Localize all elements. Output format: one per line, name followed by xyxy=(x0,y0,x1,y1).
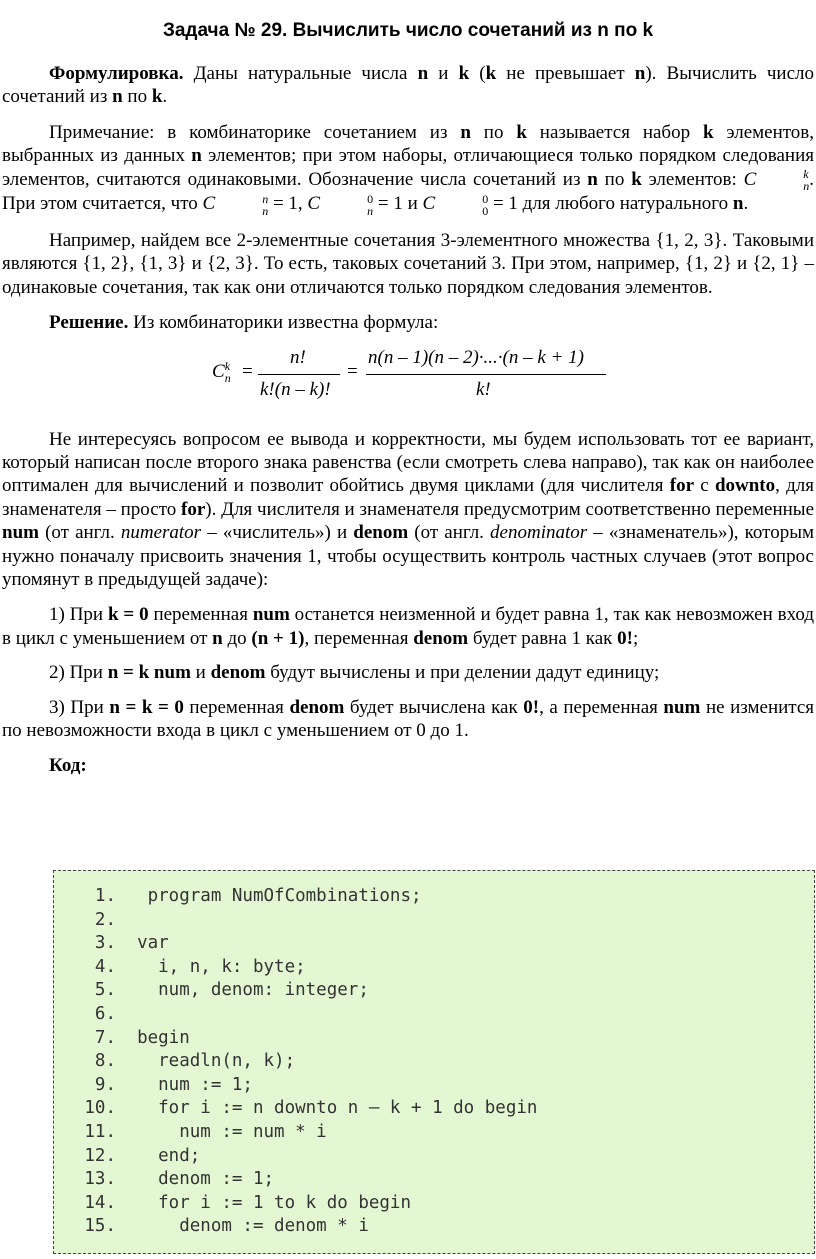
explanation-paragraph xyxy=(2,428,814,592)
subscript: n xyxy=(803,179,810,194)
code-text: i, n, k: byte; xyxy=(116,956,306,977)
page-title: Задача № 29. Вычислить число сочетаний из n по k xyxy=(162,20,654,41)
text: . xyxy=(162,86,168,108)
example-paragraph: Например, найдем все 2-элементные сочетания 3-элементного множества {1, 2, 3}. Таковыми являются {1, 2}, {1, 3} и {2, 3}. То есть, таковых сочетаний 3. При этом, например, {1, 2} и {2, 1} – одинаковые сочетания, так как они отличаются только порядком следования элементов. xyxy=(2,229,814,298)
factorial-zero: 0! xyxy=(523,696,540,718)
code-line xyxy=(76,1003,537,1027)
term-numerator: numerator xyxy=(120,522,202,544)
text: ( xyxy=(469,63,486,84)
var-n: n xyxy=(112,86,123,108)
line-number: 1. xyxy=(94,886,116,906)
code-text: denom := denom * i xyxy=(116,1216,369,1237)
factorial-zero: 0! xyxy=(617,627,633,649)
line-number: 12. xyxy=(84,1145,116,1166)
text: , для знаменателя – просто xyxy=(2,475,815,520)
var-n: n xyxy=(417,63,429,84)
code-block xyxy=(53,870,815,1254)
text: . При этом считается, что xyxy=(2,168,815,215)
line-number: 7. xyxy=(94,1027,116,1048)
term-denominator: denominator xyxy=(490,522,588,544)
var-k: k xyxy=(631,168,642,190)
text: Примечание: в комбинаторике сочетанием из xyxy=(49,121,461,143)
text: Из комбинаторики известна формула: xyxy=(128,312,439,334)
text: ; xyxy=(632,627,639,649)
text: . xyxy=(743,193,749,215)
text: и xyxy=(190,662,211,684)
text: называется набор xyxy=(526,121,703,143)
var-k: k xyxy=(151,86,163,108)
keyword-for: for xyxy=(669,475,695,497)
formula-numerator-1: n! xyxy=(290,346,306,368)
line-number: 11. xyxy=(84,1121,116,1142)
text: не превышает xyxy=(496,63,635,84)
line-number: 9. xyxy=(94,1074,116,1095)
code-heading: Код: xyxy=(49,755,87,777)
condition: k = 0 xyxy=(107,604,149,626)
text: , а переменная xyxy=(539,696,664,718)
var-k: k xyxy=(702,121,714,143)
code-line xyxy=(76,1050,537,1074)
text: = 1 xyxy=(488,193,518,215)
code-heading-paragraph xyxy=(2,754,814,777)
code-text: for i := n downto n – k + 1 do begin xyxy=(116,1098,538,1119)
var-n: n xyxy=(732,193,744,215)
code-line xyxy=(76,979,537,1003)
text: элементов; при этом наборы, отличающиеся только порядком следования элементов, считаются одинаковыми. Обозначение числа сочетаний из xyxy=(2,145,814,190)
text: – «числитель») и xyxy=(201,522,354,544)
var-denom: denom xyxy=(210,662,266,684)
code-text: num, denom: integer; xyxy=(116,980,369,1001)
case-2 xyxy=(2,661,814,684)
code-text: for i := 1 to k do begin xyxy=(116,1192,412,1213)
line-number: 4. xyxy=(94,956,116,977)
keyword-for: for xyxy=(181,498,206,520)
text: 1) При xyxy=(49,604,108,626)
code-text: num := 1; xyxy=(116,1074,253,1095)
code-text xyxy=(116,910,127,930)
code-line xyxy=(76,1215,537,1239)
text: ). Вычислить число сочетаний из xyxy=(2,63,815,108)
code-line xyxy=(76,909,537,933)
code-text: readln(n, k); xyxy=(116,1051,296,1072)
code-line xyxy=(76,956,537,980)
note-paragraph xyxy=(2,121,814,217)
solution-label: Решение. xyxy=(49,312,129,334)
code-text: begin xyxy=(116,1027,190,1048)
text: с xyxy=(694,475,715,497)
var-k: k xyxy=(485,63,497,84)
var-num: num xyxy=(663,696,701,718)
var-n: n xyxy=(460,121,471,143)
line-number: 6. xyxy=(94,1003,116,1024)
var-k: k xyxy=(458,63,470,84)
formula-numerator-2: n(n – 1)(n – 2)·...·(n – k + 1) xyxy=(368,346,584,368)
formula-denominator-2: k! xyxy=(476,378,491,400)
formula-denominator-1: k!(n – k)! xyxy=(260,378,331,400)
text: элементов, выбранных из данных xyxy=(2,121,815,167)
fraction-bar-1 xyxy=(258,374,340,375)
code-text: num := num * i xyxy=(116,1121,327,1142)
condition: n = k = 0 xyxy=(109,696,184,718)
text: и xyxy=(428,63,459,84)
document-body xyxy=(2,62,814,790)
line-number: 14. xyxy=(84,1192,116,1213)
superscript: k xyxy=(803,167,809,182)
code-text: end; xyxy=(116,1145,201,1166)
text: будет равна 1 как xyxy=(468,627,618,649)
text: и xyxy=(402,193,423,215)
keyword-downto: downto xyxy=(714,475,776,497)
var-n: n xyxy=(191,145,202,167)
code-line xyxy=(76,1121,537,1145)
code-text: program NumOfCombinations; xyxy=(116,886,422,906)
text: по xyxy=(470,121,517,143)
text: 2) При xyxy=(49,662,108,684)
text: 3) При xyxy=(49,696,110,718)
text: для любого натурального xyxy=(517,193,733,215)
expression: (n + 1) xyxy=(251,627,305,649)
var-n: n xyxy=(634,63,646,84)
text: останется неизменной и будет равна 1, так как невозможен вход в цикл с уменьшением от xyxy=(2,604,815,649)
var-denom: denom xyxy=(413,627,469,649)
text: по xyxy=(597,168,632,190)
formula-c: C k n xyxy=(212,359,231,386)
text: = 1, xyxy=(268,193,308,215)
var-denom: denom xyxy=(353,522,409,544)
var-num: num xyxy=(2,522,39,544)
identity-cn0: C 0 n xyxy=(307,191,374,218)
code-text: var xyxy=(116,933,169,954)
code-line xyxy=(76,1145,537,1169)
fraction-bar-2 xyxy=(366,374,606,375)
code-text: denom := 1; xyxy=(116,1169,275,1190)
text: = 1 xyxy=(373,193,403,215)
formula-equals-2: = xyxy=(347,360,358,382)
line-number: 15. xyxy=(84,1216,116,1237)
code-line xyxy=(76,1097,537,1121)
code-lines xyxy=(76,885,537,1239)
code-text xyxy=(116,1004,127,1024)
code-line xyxy=(76,932,537,956)
code-line xyxy=(76,1027,537,1051)
identity-c00: C 0 0 xyxy=(422,191,489,218)
line-number: 3. xyxy=(94,933,116,954)
text: Не интересуясь вопросом ее вывода и корректности, мы будем использовать тот ее вариант, который написан после второго знака равенства (если смотреть слева направо), так как он наиболее оптимален для вычислений и позволит обойтись двумя циклами (для числителя xyxy=(2,428,814,497)
text: не изменится по невозможности входа в цикл с уменьшением от 0 до 1. xyxy=(2,696,815,741)
case-1 xyxy=(2,603,814,650)
formula-equals: = xyxy=(242,360,253,382)
condition: n = k num xyxy=(107,662,191,684)
indices xyxy=(756,168,809,192)
text: переменная xyxy=(148,604,253,626)
code-line xyxy=(76,885,537,909)
line-number: 10. xyxy=(84,1098,116,1119)
code-line xyxy=(76,1192,537,1216)
text: переменная xyxy=(183,696,290,718)
var-denom: denom xyxy=(289,696,345,718)
case-3 xyxy=(2,696,814,743)
line-number: 5. xyxy=(94,980,116,1001)
line-number: 13. xyxy=(84,1169,116,1190)
text: будет вычислена как xyxy=(344,696,524,718)
var-num: num xyxy=(252,604,290,626)
c-letter: C xyxy=(743,168,757,190)
var-k: k xyxy=(516,121,527,143)
line-number: 8. xyxy=(94,1051,116,1072)
text: по xyxy=(122,86,152,108)
code-line xyxy=(76,1074,537,1098)
text: (от англ. xyxy=(38,522,121,544)
text: Даны натуральные числа xyxy=(183,63,418,84)
text: , переменная xyxy=(304,627,414,649)
combination-symbol xyxy=(743,167,810,194)
solution-paragraph xyxy=(2,311,814,334)
line-number: 2. xyxy=(94,909,116,930)
text: (от англ. xyxy=(408,522,491,544)
var-n: n xyxy=(587,168,598,190)
identity-cnn: C n n xyxy=(202,191,269,218)
text: до xyxy=(222,627,252,649)
var-n: n xyxy=(212,627,223,649)
combination-formula xyxy=(2,346,814,416)
statement-label: Формулировка. xyxy=(49,63,184,84)
code-line xyxy=(76,1168,537,1192)
problem-statement xyxy=(2,62,814,109)
text: будут вычислены и при делении дадут единицу; xyxy=(265,662,660,684)
text: – «знаменатель»), которым нужно поначалу присвоить значения 1, чтобы осуществить контроль частных случаев (этот вопрос упомянут в предыдущей задаче): xyxy=(2,522,814,590)
text: элементов: xyxy=(641,168,744,190)
text: ). Для числителя и знаменателя предусмотрим соответственно переменные xyxy=(205,498,815,520)
